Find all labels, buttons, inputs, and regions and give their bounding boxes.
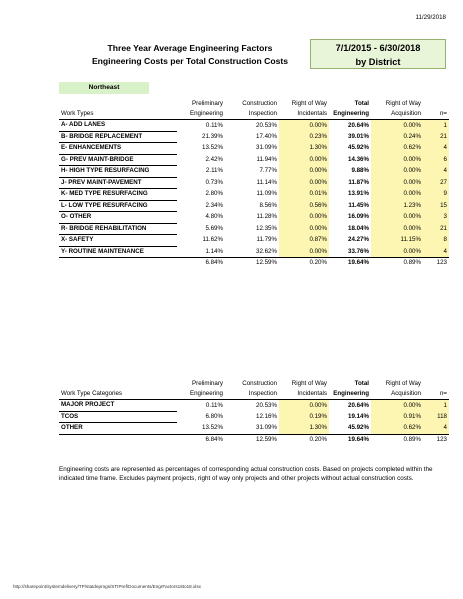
- row-name: O- OTHER: [59, 212, 177, 224]
- cell-construction-inspection: 20.53%: [256, 401, 277, 409]
- total-pe: 6.84%: [177, 258, 225, 269]
- cat-total-acq: 0.89%: [371, 434, 423, 445]
- cell-prelim-engineering: 6.80%: [205, 412, 223, 420]
- cell-row-incidentals: 0.00%: [279, 120, 329, 132]
- cell-construction-inspection: 11.79%: [256, 236, 277, 244]
- cell-prelim-engineering: 13.52%: [202, 144, 223, 152]
- cell-count: 4: [423, 166, 449, 178]
- cell-total-engineering: 9.88%: [351, 167, 369, 175]
- cell-total-engineering: 39.01%: [348, 132, 369, 140]
- table-row: [59, 400, 449, 412]
- cell-count: 4: [423, 423, 449, 435]
- report-title: [84, 42, 296, 68]
- cell-count: 3: [423, 212, 449, 224]
- cell-construction-inspection: 11.28%: [256, 213, 277, 221]
- row-name: MAJOR PROJECT: [59, 400, 177, 412]
- row-name: E- ENHANCEMENTS: [59, 143, 177, 155]
- cell-row-incidentals: 1.30%: [279, 143, 329, 155]
- cat-header-acq-1: Right of Way: [385, 379, 421, 387]
- cat-header-constr-1: Construction: [242, 379, 277, 387]
- header-total-1: Total: [354, 99, 369, 107]
- total-acq: 0.89%: [371, 258, 423, 269]
- district-label: Northeast: [59, 82, 149, 94]
- cell-total-engineering: 24.27%: [348, 236, 369, 244]
- table-row: [59, 166, 449, 178]
- cat-total-te: 19.64%: [329, 434, 371, 445]
- table-row: [59, 154, 449, 166]
- cell-row-acquisition: 0.62%: [371, 143, 423, 155]
- cell-row-incidentals: 0.00%: [279, 246, 329, 258]
- cell-construction-inspection: 17.40%: [256, 132, 277, 140]
- cell-construction-inspection: 32.62%: [256, 247, 277, 255]
- row-name: B- BRIDGE REPLACEMENT: [59, 131, 177, 143]
- cell-total-engineering: 19.14%: [348, 412, 369, 420]
- period-box: [310, 39, 446, 69]
- cell-row-acquisition: 0.00%: [371, 189, 423, 201]
- row-name: G- PREV MAINT-BRIDGE: [59, 154, 177, 166]
- cell-total-engineering: 13.91%: [348, 190, 369, 198]
- cell-prelim-engineering: 2.80%: [205, 190, 223, 198]
- cell-row-acquisition: 11.15%: [371, 235, 423, 247]
- cell-count: 9: [423, 189, 449, 201]
- cell-count: 15: [423, 200, 449, 212]
- row-name: TCOS: [59, 411, 177, 423]
- header-prelim-2: Engineering: [177, 109, 225, 120]
- cell-prelim-engineering: 0.11%: [205, 401, 223, 409]
- cat-header-n: n=: [423, 389, 449, 400]
- cell-count: 1: [423, 400, 449, 412]
- cell-construction-inspection: 7.77%: [259, 167, 277, 175]
- cell-construction-inspection: 20.53%: [256, 121, 277, 129]
- table-row: [59, 246, 449, 258]
- cell-row-acquisition: 0.00%: [371, 177, 423, 189]
- cell-count: 118: [423, 411, 449, 423]
- cell-count: 8: [423, 235, 449, 247]
- cell-total-engineering: 20.64%: [348, 401, 369, 409]
- cell-row-incidentals: 0.23%: [279, 131, 329, 143]
- row-name: K- MED TYPE RESURFACING: [59, 189, 177, 201]
- table-row: [59, 189, 449, 201]
- row-name: J- PREV MAINT-PAVEMENT: [59, 177, 177, 189]
- row-name: R- BRIDGE REHABILITATION: [59, 223, 177, 235]
- cell-total-engineering: 20.64%: [348, 121, 369, 129]
- cell-total-engineering: 11.45%: [348, 201, 369, 209]
- cell-row-acquisition: 1.23%: [371, 200, 423, 212]
- work-types-body: [59, 120, 449, 258]
- work-types-table: [59, 98, 449, 269]
- cell-row-acquisition: 0.00%: [371, 400, 423, 412]
- work-types-header: [59, 98, 449, 120]
- table-row: [59, 177, 449, 189]
- period-subtitle: by District: [355, 57, 401, 67]
- cat-total-pe: 6.84%: [177, 434, 225, 445]
- cat-total-n: 123: [423, 434, 449, 445]
- cat-total-ci: 12.59%: [225, 434, 279, 445]
- cell-row-incidentals: 0.00%: [279, 154, 329, 166]
- work-types-label: Work Types: [59, 109, 177, 120]
- cell-row-acquisition: 0.24%: [371, 131, 423, 143]
- cat-header-total-1: Total: [354, 379, 369, 387]
- row-name: OTHER: [59, 423, 177, 435]
- header-row-1: Right of Way: [291, 99, 327, 107]
- cell-prelim-engineering: 21.39%: [202, 132, 223, 140]
- total-ci: 12.59%: [225, 258, 279, 269]
- cell-row-acquisition: 0.62%: [371, 423, 423, 435]
- row-name: H- HIGH TYPE RESURFACING: [59, 166, 177, 178]
- table-row: [59, 143, 449, 155]
- cat-header-constr-2: Inspection: [225, 389, 279, 400]
- cell-count: 4: [423, 246, 449, 258]
- cell-row-acquisition: 0.00%: [371, 166, 423, 178]
- cell-prelim-engineering: 5.69%: [205, 224, 223, 232]
- cell-total-engineering: 33.76%: [348, 247, 369, 255]
- header-constr-2: Inspection: [225, 109, 279, 120]
- cell-row-incidentals: 0.00%: [279, 212, 329, 224]
- row-name: X- SAFETY: [59, 235, 177, 247]
- cell-count: 21: [423, 131, 449, 143]
- cell-row-incidentals: 0.01%: [279, 189, 329, 201]
- row-name: L- LOW TYPE RESURFACING: [59, 200, 177, 212]
- header-n: n=: [423, 109, 449, 120]
- cell-row-acquisition: 0.00%: [371, 212, 423, 224]
- row-name: Y- ROUTINE MAINTENANCE: [59, 246, 177, 258]
- total-n: 123: [423, 258, 449, 269]
- cat-header-prelim-1: Preliminary: [192, 379, 223, 387]
- cell-construction-inspection: 11.09%: [256, 190, 277, 198]
- table-row: [59, 423, 449, 435]
- cell-total-engineering: 18.04%: [348, 224, 369, 232]
- cell-row-incidentals: 1.30%: [279, 423, 329, 435]
- header-total-2: Engineering: [329, 109, 371, 120]
- cell-prelim-engineering: 2.11%: [205, 167, 223, 175]
- cell-prelim-engineering: 0.11%: [205, 121, 223, 129]
- cell-count: 6: [423, 154, 449, 166]
- cell-row-incidentals: 0.00%: [279, 166, 329, 178]
- cell-construction-inspection: 31.09%: [256, 424, 277, 431]
- cell-row-acquisition: 0.00%: [371, 154, 423, 166]
- cell-row-incidentals: 0.56%: [279, 200, 329, 212]
- table-row: [59, 212, 449, 224]
- table-row: [59, 411, 449, 423]
- table-row: [59, 131, 449, 143]
- cell-prelim-engineering: 13.52%: [202, 424, 223, 431]
- cell-prelim-engineering: 2.42%: [205, 155, 223, 163]
- cell-row-acquisition: 0.00%: [371, 246, 423, 258]
- cell-construction-inspection: 31.09%: [256, 144, 277, 152]
- cell-row-incidentals: 0.00%: [279, 177, 329, 189]
- cell-prelim-engineering: 1.14%: [205, 247, 223, 255]
- cell-row-incidentals: 0.87%: [279, 235, 329, 247]
- table-row: [59, 223, 449, 235]
- categories-table: [59, 378, 449, 445]
- cat-total-rw: 0.20%: [279, 434, 329, 445]
- header-acq-1: Right of Way: [385, 99, 421, 107]
- cell-count: 4: [423, 143, 449, 155]
- work-types-total: [59, 258, 449, 269]
- cell-row-incidentals: 0.19%: [279, 411, 329, 423]
- report-date: 11/29/2018: [415, 14, 446, 21]
- table-row: [59, 235, 449, 247]
- cell-prelim-engineering: 4.80%: [205, 213, 223, 221]
- cell-row-acquisition: 0.00%: [371, 120, 423, 132]
- cell-count: 1: [423, 120, 449, 132]
- footnote: Engineering costs are represented as percentages of corresponding actual construction costs. Based on projects completed within the indicated time frame. Excludes payment projects, right of way only projects and other projects without actual construction costs.: [59, 466, 433, 482]
- header-constr-1: Construction: [242, 99, 277, 107]
- cat-header-prelim-2: Engineering: [177, 389, 225, 400]
- header-row-2: Incidentals: [279, 109, 329, 120]
- title-line-2: Engineering Costs per Total Construction Costs: [91, 56, 289, 66]
- cell-total-engineering: 45.92%: [348, 424, 369, 431]
- cell-row-incidentals: 0.00%: [279, 400, 329, 412]
- cell-construction-inspection: 12.16%: [256, 412, 277, 420]
- cell-construction-inspection: 11.14%: [256, 178, 277, 186]
- header-prelim-1: Preliminary: [192, 99, 223, 107]
- cat-header-row-1: Right of Way: [291, 379, 327, 387]
- cell-total-engineering: 16.09%: [348, 213, 369, 221]
- table-row: [59, 200, 449, 212]
- cell-total-engineering: 11.87%: [348, 178, 369, 186]
- cell-total-engineering: 14.36%: [348, 155, 369, 163]
- cat-header-total-2: Engineering: [329, 389, 371, 400]
- cell-row-incidentals: 0.00%: [279, 223, 329, 235]
- cell-prelim-engineering: 2.34%: [205, 201, 223, 209]
- cell-count: 21: [423, 223, 449, 235]
- cell-prelim-engineering: 0.73%: [205, 178, 223, 186]
- header-acq-2: Acquisition: [371, 109, 423, 120]
- cell-count: 27: [423, 177, 449, 189]
- cell-row-acquisition: 0.00%: [371, 223, 423, 235]
- title-line-1: Three Year Average Engineering Factors: [107, 43, 273, 53]
- footer-path: http://sharepoint/systemdelivery/TP/statdeprogs/STIPref/Documents/EngrFactors16to18.xlsx: [13, 584, 201, 589]
- cell-prelim-engineering: 11.62%: [202, 236, 223, 244]
- period-range: 7/1/2015 - 6/30/2018: [335, 43, 421, 53]
- categories-header: [59, 378, 449, 400]
- categories-label: Work Type Categories: [59, 389, 177, 400]
- table-row: [59, 120, 449, 132]
- categories-body: [59, 400, 449, 435]
- cell-construction-inspection: 8.56%: [259, 201, 277, 209]
- total-rw: 0.20%: [279, 258, 329, 269]
- cat-header-acq-2: Acquisition: [371, 389, 423, 400]
- cell-row-acquisition: 0.91%: [371, 411, 423, 423]
- categories-total: [59, 434, 449, 445]
- cell-construction-inspection: 12.35%: [256, 224, 277, 232]
- cat-header-row-2: Incidentals: [279, 389, 329, 400]
- row-name: A- ADD LANES: [59, 120, 177, 132]
- cell-total-engineering: 45.92%: [348, 144, 369, 152]
- cell-construction-inspection: 11.94%: [256, 155, 277, 163]
- total-te: 19.64%: [329, 258, 371, 269]
